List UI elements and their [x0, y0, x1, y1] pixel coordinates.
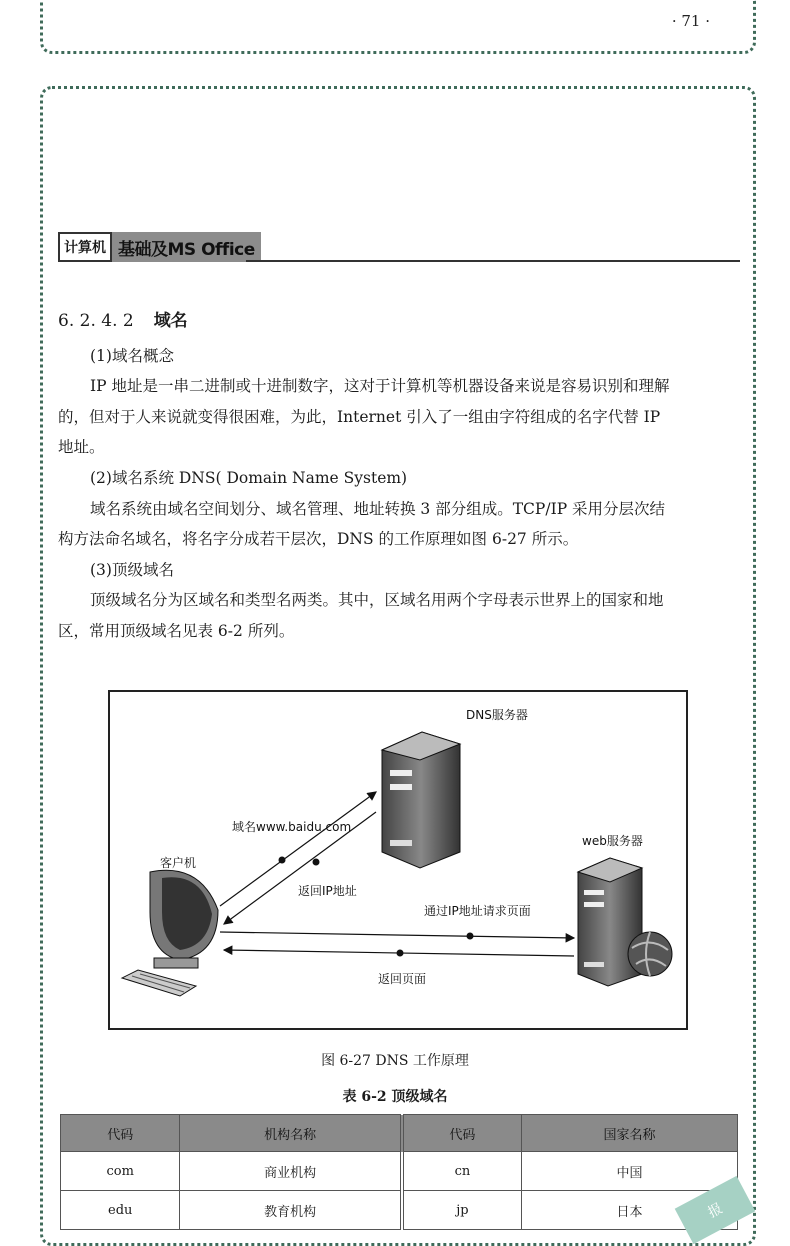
table-cell: 日本	[522, 1191, 738, 1230]
header-tag-right: 基础及MS Office	[112, 232, 261, 262]
subheading-2: (2)域名系统 DNS( Domain Name System)	[90, 468, 408, 487]
table-row	[61, 1152, 738, 1191]
client-label: 客户机	[160, 856, 197, 870]
subheading-1: (1)域名概念	[90, 346, 174, 365]
table-header-cell: 国家名称	[522, 1115, 738, 1152]
table-header-cell: 机构名称	[180, 1115, 402, 1152]
top-page-frame	[40, 0, 756, 54]
section-number: 6. 2. 4. 2	[58, 311, 134, 331]
section-title: 域名	[153, 311, 188, 331]
section-heading	[58, 306, 738, 337]
paragraph-line: 顶级域名分为区域名和类型名两类。其中，区域名用两个字母表示世界上的国家和地	[90, 591, 664, 610]
subheading-3: (3)顶级域名	[90, 560, 174, 579]
table-row	[61, 1191, 738, 1230]
globe-icon	[628, 932, 672, 976]
table-caption: 表 6-2 顶级域名	[342, 1089, 448, 1105]
client-computer-icon	[122, 870, 218, 996]
header-tag-left: 计算机	[58, 232, 112, 262]
paragraph-line: IP 地址是一串二进制或十进制数字，这对于计算机等机器设备来说是容易识别和理解	[90, 377, 670, 396]
table-header-cell: 代码	[402, 1115, 522, 1152]
table-cell: edu	[61, 1191, 180, 1230]
request-page-arrow-label: 通过IP地址请求页面	[424, 904, 531, 918]
table-cell: 中国	[522, 1152, 738, 1191]
dns-server-icon	[382, 732, 460, 868]
header-rule	[246, 260, 740, 262]
dns-diagram	[108, 690, 688, 1030]
table-cell: jp	[402, 1191, 522, 1230]
figure-caption: 图 6-27 DNS 工作原理	[321, 1053, 469, 1069]
table-cell: cn	[402, 1152, 522, 1191]
paragraph-line: 区，常用顶级域名见表 6-2 所列。	[58, 621, 295, 640]
paragraph-line: 的，但对于人来说就变得很困难，为此，Internet 引入了一组由字符组成的名字代替 IP	[58, 407, 661, 426]
table-cell: 商业机构	[180, 1152, 402, 1191]
table-header-row	[61, 1115, 738, 1152]
table-cell: com	[61, 1152, 180, 1191]
return-ip-arrow-label: 返回IP地址	[298, 884, 357, 898]
paragraph-line: 域名系统由域名空间划分、域名管理、地址转换 3 部分组成。TCP/IP 采用分层次结	[90, 499, 666, 518]
table-header-cell: 代码	[61, 1115, 180, 1152]
paragraph-line: 地址。	[58, 438, 105, 457]
return-page-arrow-label: 返回页面	[378, 972, 427, 986]
dns-server-label: DNS服务器	[466, 708, 528, 722]
domain-arrow-label: 域名www.baidu.com	[232, 820, 352, 834]
corner-badge: 报	[675, 1176, 756, 1244]
chapter-header	[58, 232, 261, 262]
table-cell: 教育机构	[180, 1191, 402, 1230]
paragraph-line: 构方法命名域名，将名字分成若干层次，DNS 的工作原理如图 6-27 所示。	[58, 530, 579, 549]
tld-table	[60, 1114, 738, 1230]
page-number: · 71 ·	[671, 12, 710, 30]
body-text	[58, 306, 738, 647]
web-server-label: web服务器	[582, 834, 643, 848]
